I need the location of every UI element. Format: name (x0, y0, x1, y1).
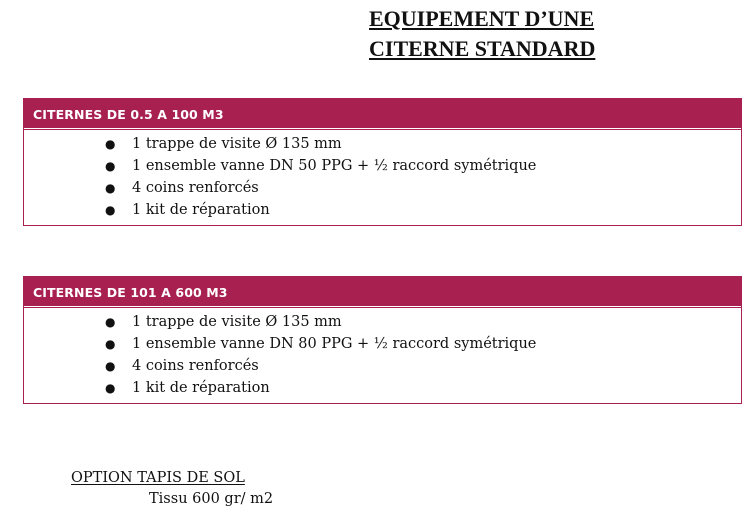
list-item-text: 1 ensemble vanne DN 50 PPG + ½ raccord symétrique (132, 158, 537, 174)
document-title-line-2: CITERNE STANDARD (369, 36, 596, 61)
list-item (24, 333, 741, 355)
list-item-text: 1 kit de réparation (132, 202, 270, 218)
bullet-icon: ● (105, 381, 116, 395)
section-header: CITERNES DE 0.5 A 100 M3 (24, 99, 741, 128)
list-item-text: 1 trappe de visite Ø 135 mm (132, 136, 342, 152)
document-title-line-1: EQUIPEMENT D’UNE (369, 6, 595, 31)
list-item (24, 311, 741, 333)
equipment-list (24, 308, 741, 399)
section-citernes-small (23, 98, 742, 226)
list-item (24, 155, 741, 177)
equipment-list (24, 130, 741, 221)
bullet-icon: ● (105, 315, 116, 329)
document-title (369, 4, 749, 64)
section-header: CITERNES DE 101 A 600 M3 (24, 277, 741, 306)
list-item (24, 177, 741, 199)
list-item-text: 4 coins renforcés (132, 180, 259, 196)
list-item (24, 133, 741, 155)
bullet-icon: ● (105, 337, 116, 351)
bullet-icon: ● (105, 203, 116, 217)
option-value: Tissu 600 gr/ m2 (149, 491, 274, 507)
list-item (24, 199, 741, 221)
list-item-text: 4 coins renforcés (132, 358, 259, 374)
section-citernes-large (23, 276, 742, 404)
bullet-icon: ● (105, 359, 116, 373)
list-item-text: 1 trappe de visite Ø 135 mm (132, 314, 342, 330)
list-item-text: 1 ensemble vanne DN 80 PPG + ½ raccord symétrique (132, 336, 537, 352)
bullet-icon: ● (105, 181, 116, 195)
bullet-icon: ● (105, 159, 116, 173)
bullet-icon: ● (105, 137, 116, 151)
list-item-text: 1 kit de réparation (132, 380, 270, 396)
option-label: OPTION TAPIS DE SOL (71, 470, 245, 486)
list-item (24, 377, 741, 399)
list-item (24, 355, 741, 377)
